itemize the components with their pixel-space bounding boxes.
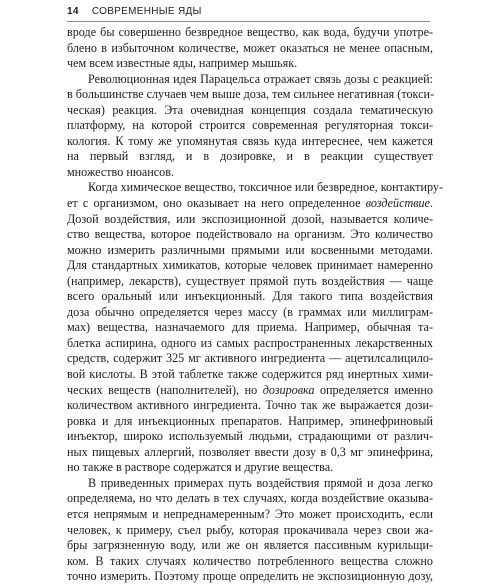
text-line: кология. К тому же упомянутая связь куда интереснее, чем кажется <box>67 133 433 148</box>
text-line: количеством активного ингредиента. Точно так же выражается дози- <box>67 398 433 413</box>
emphasized-term: воздействие <box>365 196 430 211</box>
text-line: вроде бы совершенно безвредное вещество, как вода, будучи употре- <box>67 25 433 39</box>
text-line: чем всем известные яды, например мышьяк. <box>67 56 298 71</box>
text-line: ет с организмом, оно оказывает на него определенное воздействие. <box>67 196 433 211</box>
text-line: но также в растворе содержатся и другие вещества. <box>67 460 334 475</box>
text-line: ческих веществ (наполнителей), но дозировка определяется именно <box>67 382 433 397</box>
text-line: ком. В таких случаях количество потребленного вещества сложно <box>67 553 433 568</box>
text-line: мах) вещества, назначаемого для приема. Например, обычная та- <box>67 320 433 335</box>
running-title: СОВРЕМЕННЫЕ ЯДЫ <box>91 6 202 17</box>
text-line: в большинстве случаев чем выше доза, тем сильнее негативная (токси- <box>67 87 435 102</box>
text-line: Для стандартных химикатов, которые человек принимает намеренно <box>67 258 433 273</box>
text-line: определяема, но что делать в тех случаях, когда воздействие оказыва- <box>67 491 433 506</box>
text-line: ческая) реакция. Эта очевидная концепция создала тематическую <box>67 102 433 117</box>
text-line: платформу, на которой строится современная регуляторная токси- <box>67 118 433 133</box>
text-line: Дозой воздействия, или экспозиционной дозой, называется количе- <box>67 211 433 226</box>
emphasized-term: дозировка <box>262 382 315 397</box>
text-line: ется непрямым и непреднамеренным? Это может происходить, если <box>67 506 433 521</box>
text-line: ровка и для инъекционных препаратов. Например, эпинефриновый <box>67 413 433 428</box>
text-line: ство вещества, которое подействовало на организм. Это количество <box>67 227 433 242</box>
text-line: средств, содержит 325 мг активного ингредиента — ацетилсалицило- <box>67 351 433 366</box>
body-text <box>67 25 443 585</box>
text-line: (например, лекарств), существует прямой путь воздействия — чаще <box>67 273 433 288</box>
text-line: блетка аспирина, одного из самых распространенных лекарственных <box>67 335 433 350</box>
text-line: Революционная идея Парацельса отражает связь дозы с реакцией: <box>88 71 433 86</box>
text-line: Когда химическое вещество, токсичное или безвредное, контактиру- <box>88 180 443 195</box>
text-line: множество нюансов. <box>67 164 174 179</box>
text-line: В приведенных примерах путь воздействия прямой и доза легко <box>88 475 433 490</box>
text-line: инъектор, широко используемый людьми, страдающими от различ- <box>67 429 433 444</box>
header-rule <box>67 21 430 22</box>
text-line: человек, к примеру, съел рыбу, которая прокачивала через свои жа- <box>67 522 433 537</box>
text-line: всего оральный или инъекционный. Для такого типа воздействия <box>67 289 433 304</box>
text-line: точно измерить. Поэтому проще определить не экспозиционную дозу, <box>67 569 433 584</box>
text-line: бры загрязненную воду, или же он является пассивным курильщи- <box>67 538 433 553</box>
text-line: блено в избыточном количестве, может оказаться не менее опасным, <box>67 40 433 55</box>
page-number: 14 <box>67 6 79 17</box>
text-line: ных пищевых аллергий, позволяет ввести дозу в 0,3 мг эпинефрина, <box>67 444 433 459</box>
text-line: доза обычно определяется через массу (в граммах или миллиграм- <box>67 304 433 319</box>
text-line: на первый взгляд, и в дозировке, и в реакции существует <box>67 149 433 164</box>
text-line: можно измерить различными прямыми или косвенными методами. <box>67 242 433 257</box>
text-line: вой кислоты. В этой таблетке также содержится ряд инертных хими- <box>67 367 433 382</box>
